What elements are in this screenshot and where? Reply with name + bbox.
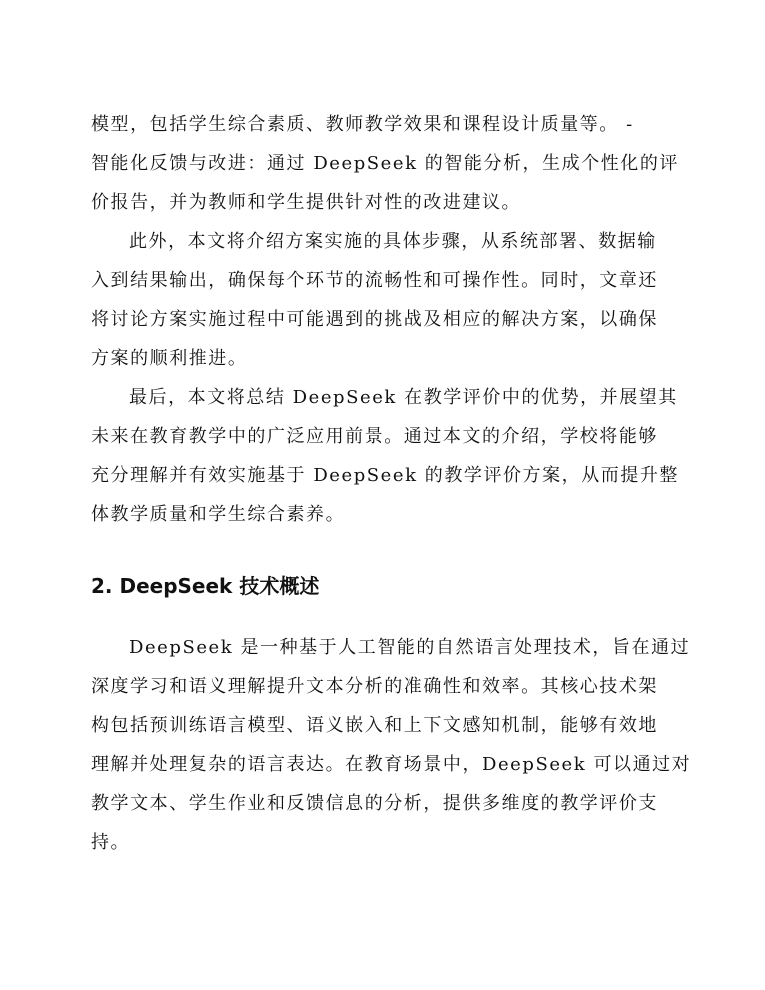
text-line: 价报告，并为教师和学生提供针对性的改进建议。 <box>91 192 522 213</box>
text-line: 体教学质量和学生综合素养。 <box>91 504 346 525</box>
text-line: 充分理解并有效实施基于 DeepSeek 的教学评价方案，从而提升整 <box>91 465 679 486</box>
text-line: 教学文本、学生作业和反馈信息的分析，提供多维度的教学评价支 <box>91 793 658 814</box>
text-line: 模型，包括学生综合素质、教师教学效果和课程设计质量等。 - <box>91 114 634 135</box>
text-line: 入到结果输出，确保每个环节的流畅性和可操作性。同时，文章还 <box>91 270 658 291</box>
text-line: 方案的顺利推进。 <box>91 348 248 369</box>
text-line: DeepSeek 是一种基于人工智能的自然语言处理技术，旨在通过 <box>129 637 691 658</box>
section-heading: 2. DeepSeek 技术概述 <box>91 574 320 598</box>
text-line: 智能化反馈与改进：通过 DeepSeek 的智能分析，生成个性化的评 <box>91 153 679 174</box>
text-line: 构包括预训练语言模型、语义嵌入和上下文感知机制，能够有效地 <box>91 715 658 736</box>
text-line: 深度学习和语义理解提升文本分析的准确性和效率。其核心技术架 <box>91 676 658 697</box>
text-line: 此外，本文将介绍方案实施的具体步骤，从系统部署、数据输 <box>129 231 657 252</box>
text-line: 将讨论方案实施过程中可能遇到的挑战及相应的解决方案，以确保 <box>91 309 658 330</box>
text-line: 持。 <box>91 832 131 853</box>
text-line: 未来在教育教学中的广泛应用前景。通过本文的介绍，学校将能够 <box>91 426 658 447</box>
text-line: 理解并处理复杂的语言表达。在教育场景中，DeepSeek 可以通过对 <box>91 754 692 775</box>
text-line: 最后，本文将总结 DeepSeek 在教学评价中的优势，并展望其 <box>129 387 678 408</box>
